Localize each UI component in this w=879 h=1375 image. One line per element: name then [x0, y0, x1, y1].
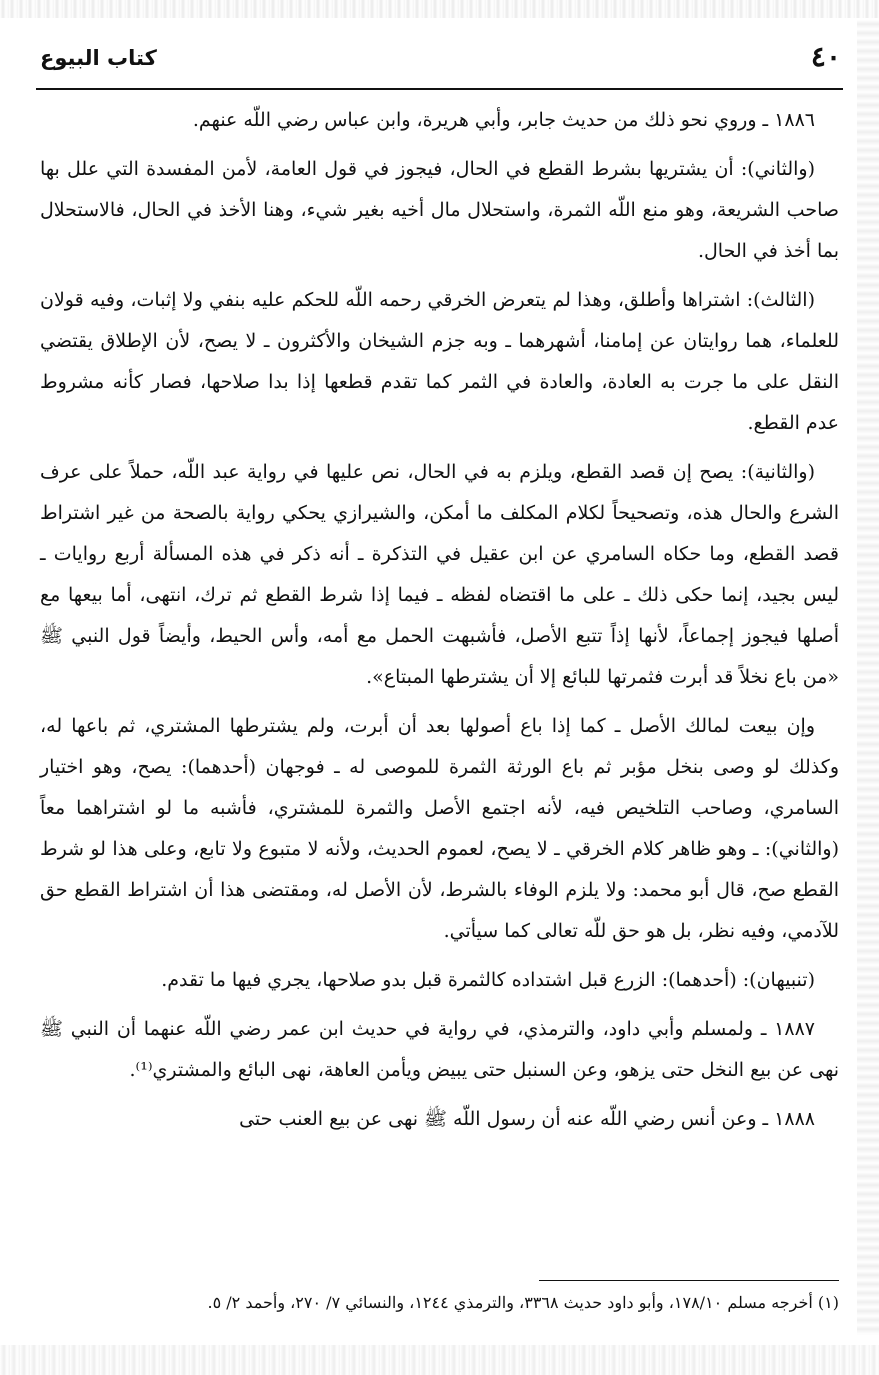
scan-edge-bottom — [0, 1345, 879, 1375]
paragraph-hadith-1886: ١٨٨٦ ـ وروي نحو ذلك من حديث جابر، وأبي هريرة، وابن عباس رضي اللّه عنهم. — [192, 109, 815, 131]
paragraph-hadith-1887: ١٨٨٧ ـ ولمسلم وأبي داود، والترمذي، في رواية في حديث ابن عمر رضي اللّه عنهما أن النبي ﷺ نهى عن بيع النخل حتى يزهو، وعن السنبل حتى يبيض ويأمن العاهة، نهى البائع والمشتري⁽¹⁾. — [40, 1018, 839, 1081]
paragraph-second-narration: (والثانية): يصح إن قصد القطع، ويلزم به في الحال، نص عليها في رواية عبد اللّه، حملاً على عرف الشرع والحال هذه، وتصحيحاً لكلام المكلف ما أمكن، والشيرازي يحكي رواية بالصحة من غير اشتراط قصد القطع، وما حكاه السامري عن ابن عقيل في التذكرة ـ أنه ذكر في هذه المسألة أربع روايات ـ ليس بجيد، إنما حكى ذلك ـ على ما اقتضاه لفظه ـ فيما إذا شرط القطع ثم ترك، انتهى، أما بيعها مع أصلها فيجوز إجماعاً، لأنها إذاً تتبع الأصل، فأشبهت الحمل مع أمه، وأس الحيط، وأيضاً قول النبي ﷺ «من باع نخلاً قد أبرت فثمرتها للبائع إلا أن يشترطها المبتاع». — [40, 461, 839, 688]
paragraph-notes: (تنبيهان): (أحدهما): الزرع قبل اشتداده كالثمرة قبل بدو صلاحها، يجري فيها ما تقدم. — [161, 969, 815, 991]
book-title: كتاب البيوع — [40, 46, 157, 70]
footnote-separator — [539, 1280, 839, 1281]
paragraph-second-case: (والثاني): أن يشتريها بشرط القطع في الحال، فيجوز في قول العامة، لأمن المفسدة التي علل بها صاحب الشريعة، وهو منع اللّه الثمرة، واستحلال مال أخيه بغير شيء، وهنا الأخذ في الحال، فالاستحلال بما أخذ في الحال. — [40, 158, 839, 262]
scan-edge-right — [857, 20, 879, 1335]
page-number: ٤٠ — [810, 40, 841, 73]
paragraph-third-case: (الثالث): اشتراها وأطلق، وهذا لم يتعرض الخرقي رحمه اللّه للحكم عليه بنفي ولا إثبات، وفيه قولان للعلماء، هما روايتان عن إمامنا، أشهرهما ـ وبه جزم الشيخان والأكثرون ـ لا يصح، لأن الإطلاق يقتضي النقل على ما جرت به العادة، والعادة في الثمر كما تقدم قطعها إذا بدا صلاحها، فصار كأنه مشروط عدم القطع. — [40, 289, 839, 434]
paragraph-sale-to-owner: وإن بيعت لمالك الأصل ـ كما إذا باع أصولها بعد أن أبرت، ولم يشترطها المشتري، ثم باعها له، وكذلك لو وصى بنخل مؤبر ثم باع الورثة الثمرة للموصى له ـ فوجهان (أحدهما): يصح، وهو اختيار السامري، وصاحب التلخيص فيه، لأنه اجتمع الأصل والثمرة للمشتري، فأشبه ما لو اشتراهما معاً (والثاني): ـ وهو ظاهر كلام الخرقي ـ لا يصح، لعموم الحديث، ولأنه لا متبوع ولا تابع، وعلى هذا لو شرط القطع صح، قال أبو محمد: ولا يلزم الوفاء بالشرط، لأن الأصل له، ومقتضى هذا أن اشتراط القطع حق للآدمي، وفيه نظر، بل هو حق للّه تعالى كما سيأتي. — [40, 715, 839, 942]
scan-edge-top — [0, 0, 879, 18]
footnote: (١) أخرجه مسلم ١٧٨/١٠، وأبو داود حديث ٣٣٦٨، والترمذي ١٢٤٤، والنسائي ٧/ ٢٧٠، وأحمد ٢/ ٥. — [207, 1293, 839, 1312]
page-header — [36, 38, 843, 90]
main-text — [40, 100, 839, 1148]
paragraph-hadith-1888: ١٨٨٨ ـ وعن أنس رضي اللّه عنه أن رسول اللّه ﷺ نهى عن بيع العنب حتى — [239, 1108, 815, 1130]
